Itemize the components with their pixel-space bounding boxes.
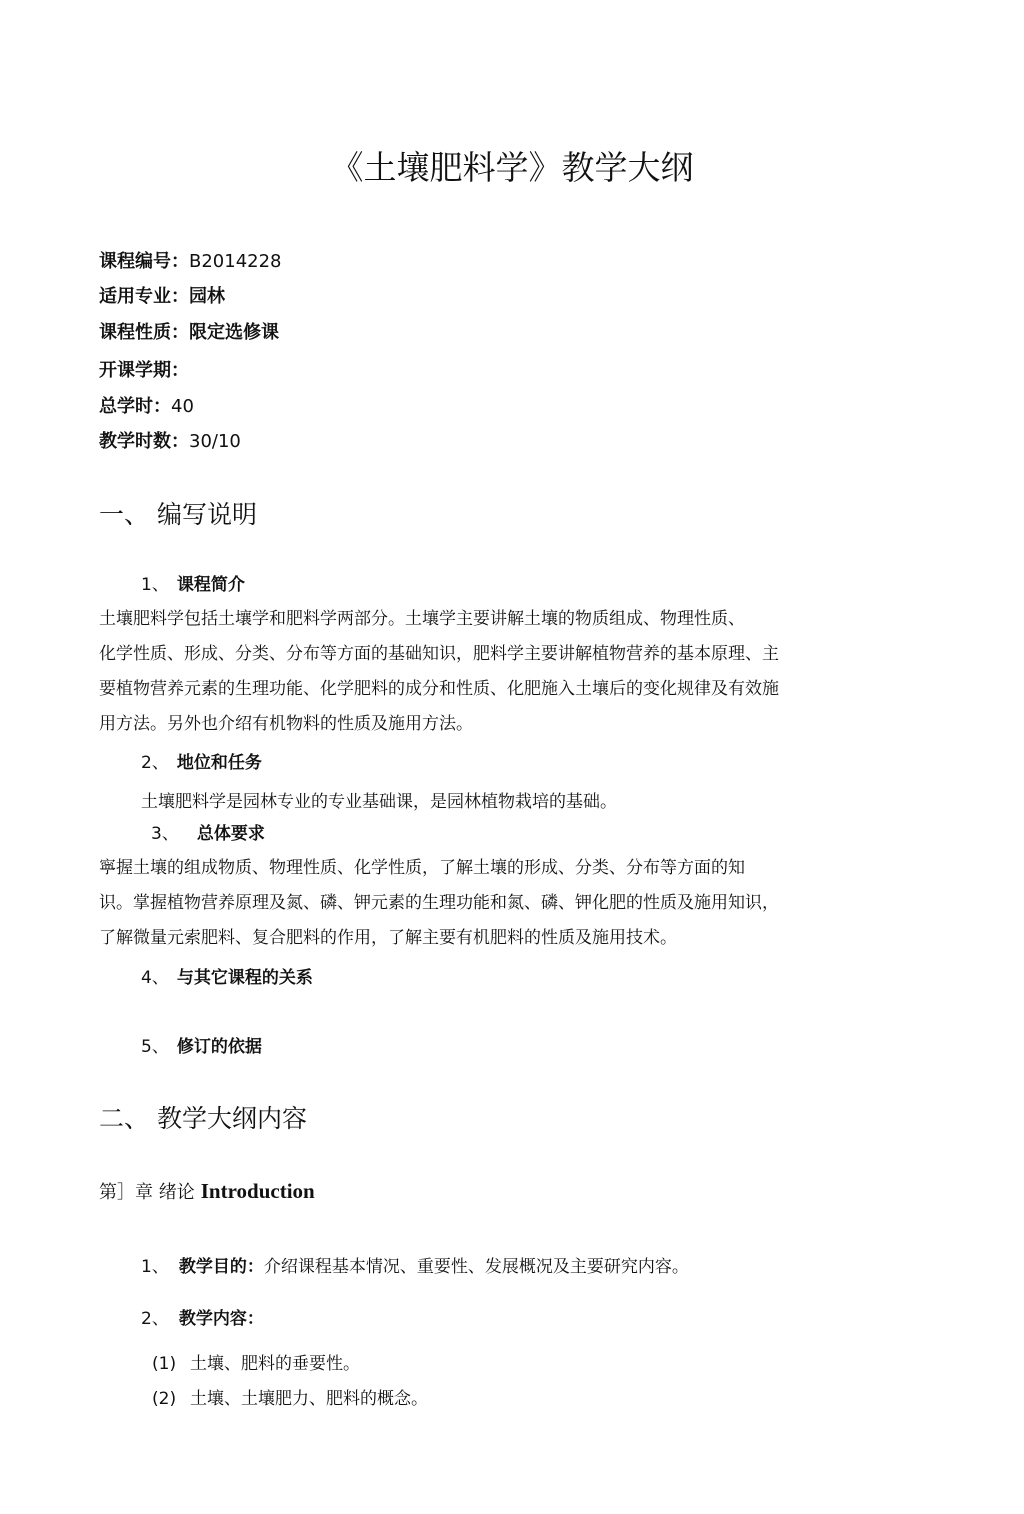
paragraph-general-requirements [99, 851, 914, 956]
item-label: 教学目的： [178, 1257, 264, 1277]
total-hours-value: 40 [171, 396, 194, 417]
list-item [152, 1386, 428, 1412]
section-heading-syllabus-content: 二、 教学大纲内容 [99, 1104, 307, 1133]
chapter-title-cn: 第］章 绪论 [99, 1182, 195, 1203]
course-code-label: 课程编号： [99, 251, 189, 272]
semester [99, 358, 189, 384]
course-nature-label: 课程性质： [99, 322, 189, 343]
paragraph-line: 了解微量元索肥料、复合肥料的作用，了解主要有机肥料的性质及施用技术。 [99, 928, 677, 948]
applicable-major-label: 适用专业： [99, 286, 189, 307]
list-item [152, 1351, 360, 1377]
applicable-major-value: 园林 [189, 286, 225, 307]
teaching-hours [99, 429, 241, 455]
applicable-major [99, 284, 225, 310]
paragraph-line: 寧握土壤的组成物质、物理性质、化学性质，了解土壤的形成、分类、分布等方面的知 [99, 858, 745, 878]
list-item-number: (2) [152, 1389, 177, 1409]
total-hours [99, 394, 194, 420]
paragraph-line: 化学性质、形成、分类、分布等方面的基础知识，肥料学主要讲解植物营养的基本原理、主 [99, 644, 779, 664]
teaching-hours-label: 教学时数： [99, 431, 189, 452]
item-text: 介绍课程基本情况、重要性、发展概况及主要研究内容。 [263, 1257, 689, 1277]
paragraph-line: 土壤肥料学包括土壤学和肥料学两部分。土壤学主要讲解土壤的物质组成、物理性质、 [99, 609, 745, 629]
page-title: 《土壤肥料学》教学大纲 [330, 148, 694, 187]
paragraph-line: 土壤肥料学是园林专业的专业基础课，是园林植物栽培的基础。 [141, 792, 617, 812]
subheading-number: 3、 [151, 824, 179, 844]
list-item-number: (1) [152, 1354, 177, 1374]
item-number: 2、 [141, 1309, 169, 1329]
list-item-text: 土壤、土壤肥力、肥料的概念。 [190, 1389, 428, 1409]
subheading-number: 4、 [141, 968, 169, 988]
subheading-revision-basis [141, 1034, 262, 1060]
paragraph-line: 要植物营养元素的生理功能、化学肥料的成分和性质、化肥施入土壤后的变化规律及有效施 [99, 679, 779, 699]
subheading-text: 修订的依据 [176, 1037, 262, 1057]
paragraph-course-intro [99, 602, 914, 742]
teaching-content [141, 1306, 264, 1332]
chapter-heading [99, 1177, 315, 1207]
subheading-status-tasks [141, 750, 262, 776]
item-number: 1、 [141, 1257, 169, 1277]
subheading-general-requirements [151, 821, 265, 847]
subheading-course-intro [141, 572, 245, 598]
course-nature [99, 320, 279, 346]
subheading-text: 地位和任务 [176, 753, 262, 773]
teaching-hours-value: 30/10 [189, 431, 241, 452]
total-hours-label: 总学时： [99, 396, 171, 417]
subheading-number: 5、 [141, 1037, 169, 1057]
subheading-text: 课程简介 [176, 575, 245, 595]
paragraph-status-tasks [141, 785, 911, 820]
subheading-text: 与其它课程的关系 [176, 968, 313, 988]
paragraph-line: 用方法。另外也介绍有机物料的性质及施用方法。 [99, 714, 473, 734]
course-code [99, 249, 282, 275]
item-label: 教学内容： [178, 1309, 264, 1329]
course-code-value: B2014228 [189, 251, 282, 272]
chapter-title-en: Introduction [200, 1179, 315, 1203]
course-nature-value: 限定选修课 [189, 322, 279, 343]
list-item-text: 土壤、肥料的垂要性。 [190, 1354, 360, 1374]
paragraph-line: 识。掌握植物营养原理及氮、磷、钾元素的生理功能和氮、磷、钾化肥的性质及施用知识， [99, 893, 779, 913]
subheading-text: 总体要求 [196, 824, 265, 844]
subheading-related-courses [141, 965, 313, 991]
teaching-objective [141, 1254, 689, 1280]
subheading-number: 2、 [141, 753, 169, 773]
section-heading-writing-notes: 一、 编写说明 [99, 500, 257, 529]
semester-label: 开课学期： [99, 360, 189, 381]
subheading-number: 1、 [141, 575, 169, 595]
